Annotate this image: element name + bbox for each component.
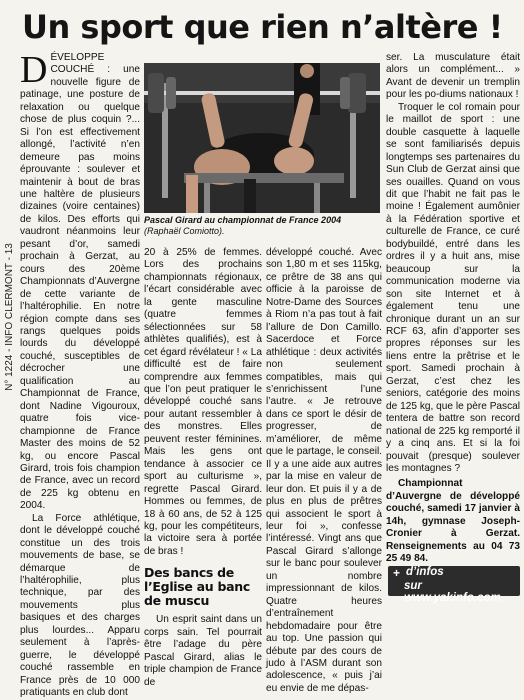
article-column-1 (20, 49, 140, 700)
drop-cap: D (20, 49, 48, 91)
article-paragraph (20, 49, 140, 513)
issue-label: N° 1224 - INFO CLERMONT - 13 (4, 243, 15, 391)
bench-press-photo (144, 63, 380, 213)
caption-text: Pascal Girard au championnat de France 2004 (144, 215, 342, 225)
page-sidebar (0, 40, 15, 600)
article-paragraph: Un esprit saint dans un corps sain. Tel pourrait être l’adage du père Pascal Girard, alias le triple champion de France de (144, 614, 262, 688)
article-column-2 (144, 247, 262, 689)
article-paragraph: ser. La musculature était alors un complément... » Avant de devenir un tremplin pour les po-diums nationaux ! (386, 52, 520, 101)
plus-icon: + (393, 566, 401, 580)
info-label: d’infos (406, 566, 444, 578)
article-column-3 (266, 247, 382, 695)
headline: Un sport que rien n’altère ! (22, 8, 503, 46)
article-paragraph: 20 à 25% de femmes. Lors des prochains championnats régionaux, l’écart considérable avec la gente masculine (quatre femmes sélectionnées sur 58 athlètes qualifiés), est à cet égard révélateur ! « La difficulté est de faire comprendre aux femmes que l’on peut pratiquer le développé couché sans pour autant ressembler à des monstres. Elles peuvent rester féminines. Mais les gens ont tendance à associer ce sport au culturisme », regrette Pascal Girard. Hommes ou femmes, de 18 à 60 ans, de 52 à 125 kg, pour les compétiteurs, la victoire sera à portée de bras ! (144, 247, 262, 557)
section-heading: Des bancs de l’Eglise au banc de muscu (144, 565, 250, 609)
article-paragraph: développé couché. Avec son 1,80 m et ses 115kg, ce prêtre de 38 ans qui officie à la paroisse de Notre-Dame des Sources à Riom n’a pas tout à fait l’allure de Don Camillo. Sacerdoce et Force athlétique : deux activités non seulement compatibles, mais qui s’enrichissent l’une l’autre. « Je retrouve dans ce sport le désir de progresser, de m’améliorer, de même que le partage, le conseil. Il y a une aide aux autres par la mise en valeur de leur don. Et puis il y a de plus en plus de prêtres qui associent le sport à leur foi », confesse l’intéressé. Vingt ans que Pascal Girard s’allonge sur le banc pour soulever un nombre impressionnant de kilos. Quatre heures d’entraînement hebdomadaire pour être au top. Une passion qui débute par des cours de judo à l’ASM durant son adolescence, « puis j’ai eu envie de me dépas- (266, 247, 382, 694)
article-paragraph: La Force athlétique, dont le développé couché constitue un des trois mouvements de base, se démarque de l’haltérophilie, plus technique, par des mouvements plus basiques et des charges plus lourdes... Apparu seulement à l’après-guerre, le développé couché rassemble en France près de 10 000 pratiquants en club dont (20, 512, 140, 699)
website-link[interactable]: sur www.yakinfo.com (404, 580, 501, 604)
event-info: Championnat d’Auvergne de développé couché, samedi 17 janvier à 14h, gymnase Joseph-Cronier à Gerzat. Renseignements au 04 73 25 49 84. (386, 478, 520, 565)
photo-caption (144, 215, 380, 237)
article-paragraph: Troquer le col romain pour le maillot de sport : une double casquette à laquelle se sont familiarisés depuis longtemps ses partenaires du Sun Club de Gerzat ainsi que ses ouailles. Quand on vous dit que l’habit ne fait pas le moine ! Également aumônier à la Fédération sportive et culturelle de France, ce curé bodybuildé, entré dans les ordres il y a huit ans, mise beaucoup sur la communication moderne via son site Internet et à également tenu une chronique durant un an sur RCF 63, afin d’apporter ses propres réponses sur les liens entre la prêtrise et le sport. Samedi prochain à Gerzat, c’est chez les seniors, catégorie des moins de 125 kg, que le père Pascal tentera de battre son record national de 225 kg remporté il y a cinq ans. Et si la foi pouvait (presque) soulever les montagnes ? (386, 101, 520, 474)
article-photo (144, 63, 380, 213)
caption-credit: (Raphaël Comiotto). (144, 226, 225, 236)
lead-text: ÉVELOPPE COUCHÉ : une nouvelle figure de patinage, une posture de relaxation ou quelque chose de plus coquin ?... Si l’on est effectivement allongé, l’activité n’en demeure pas moins éprouvante : soulever et maintenir à bout de bras une haltère de plusieurs dizaines (voire centaines) de kilos. Des efforts qui vaudront néanmoins leur pesant d’or, samedi prochain à Gerzat, au cours des 20ème Championnats d’Auvergne de cette variante de l’haltérophilie. En notre région compte dans ses rangs quelques poids lourds du développé couché, susceptibles de décrocher une qualification au Championnat de France, dont Nadine Vigouroux, quatre fois vice-championne de France Master des moins de 52 kg, ou encore Pascal Girard, trois fois champion de France, avec un record de 225 kg obtenu en 2004. (20, 52, 140, 512)
article-column-4 (386, 52, 520, 582)
info-box (388, 566, 520, 604)
